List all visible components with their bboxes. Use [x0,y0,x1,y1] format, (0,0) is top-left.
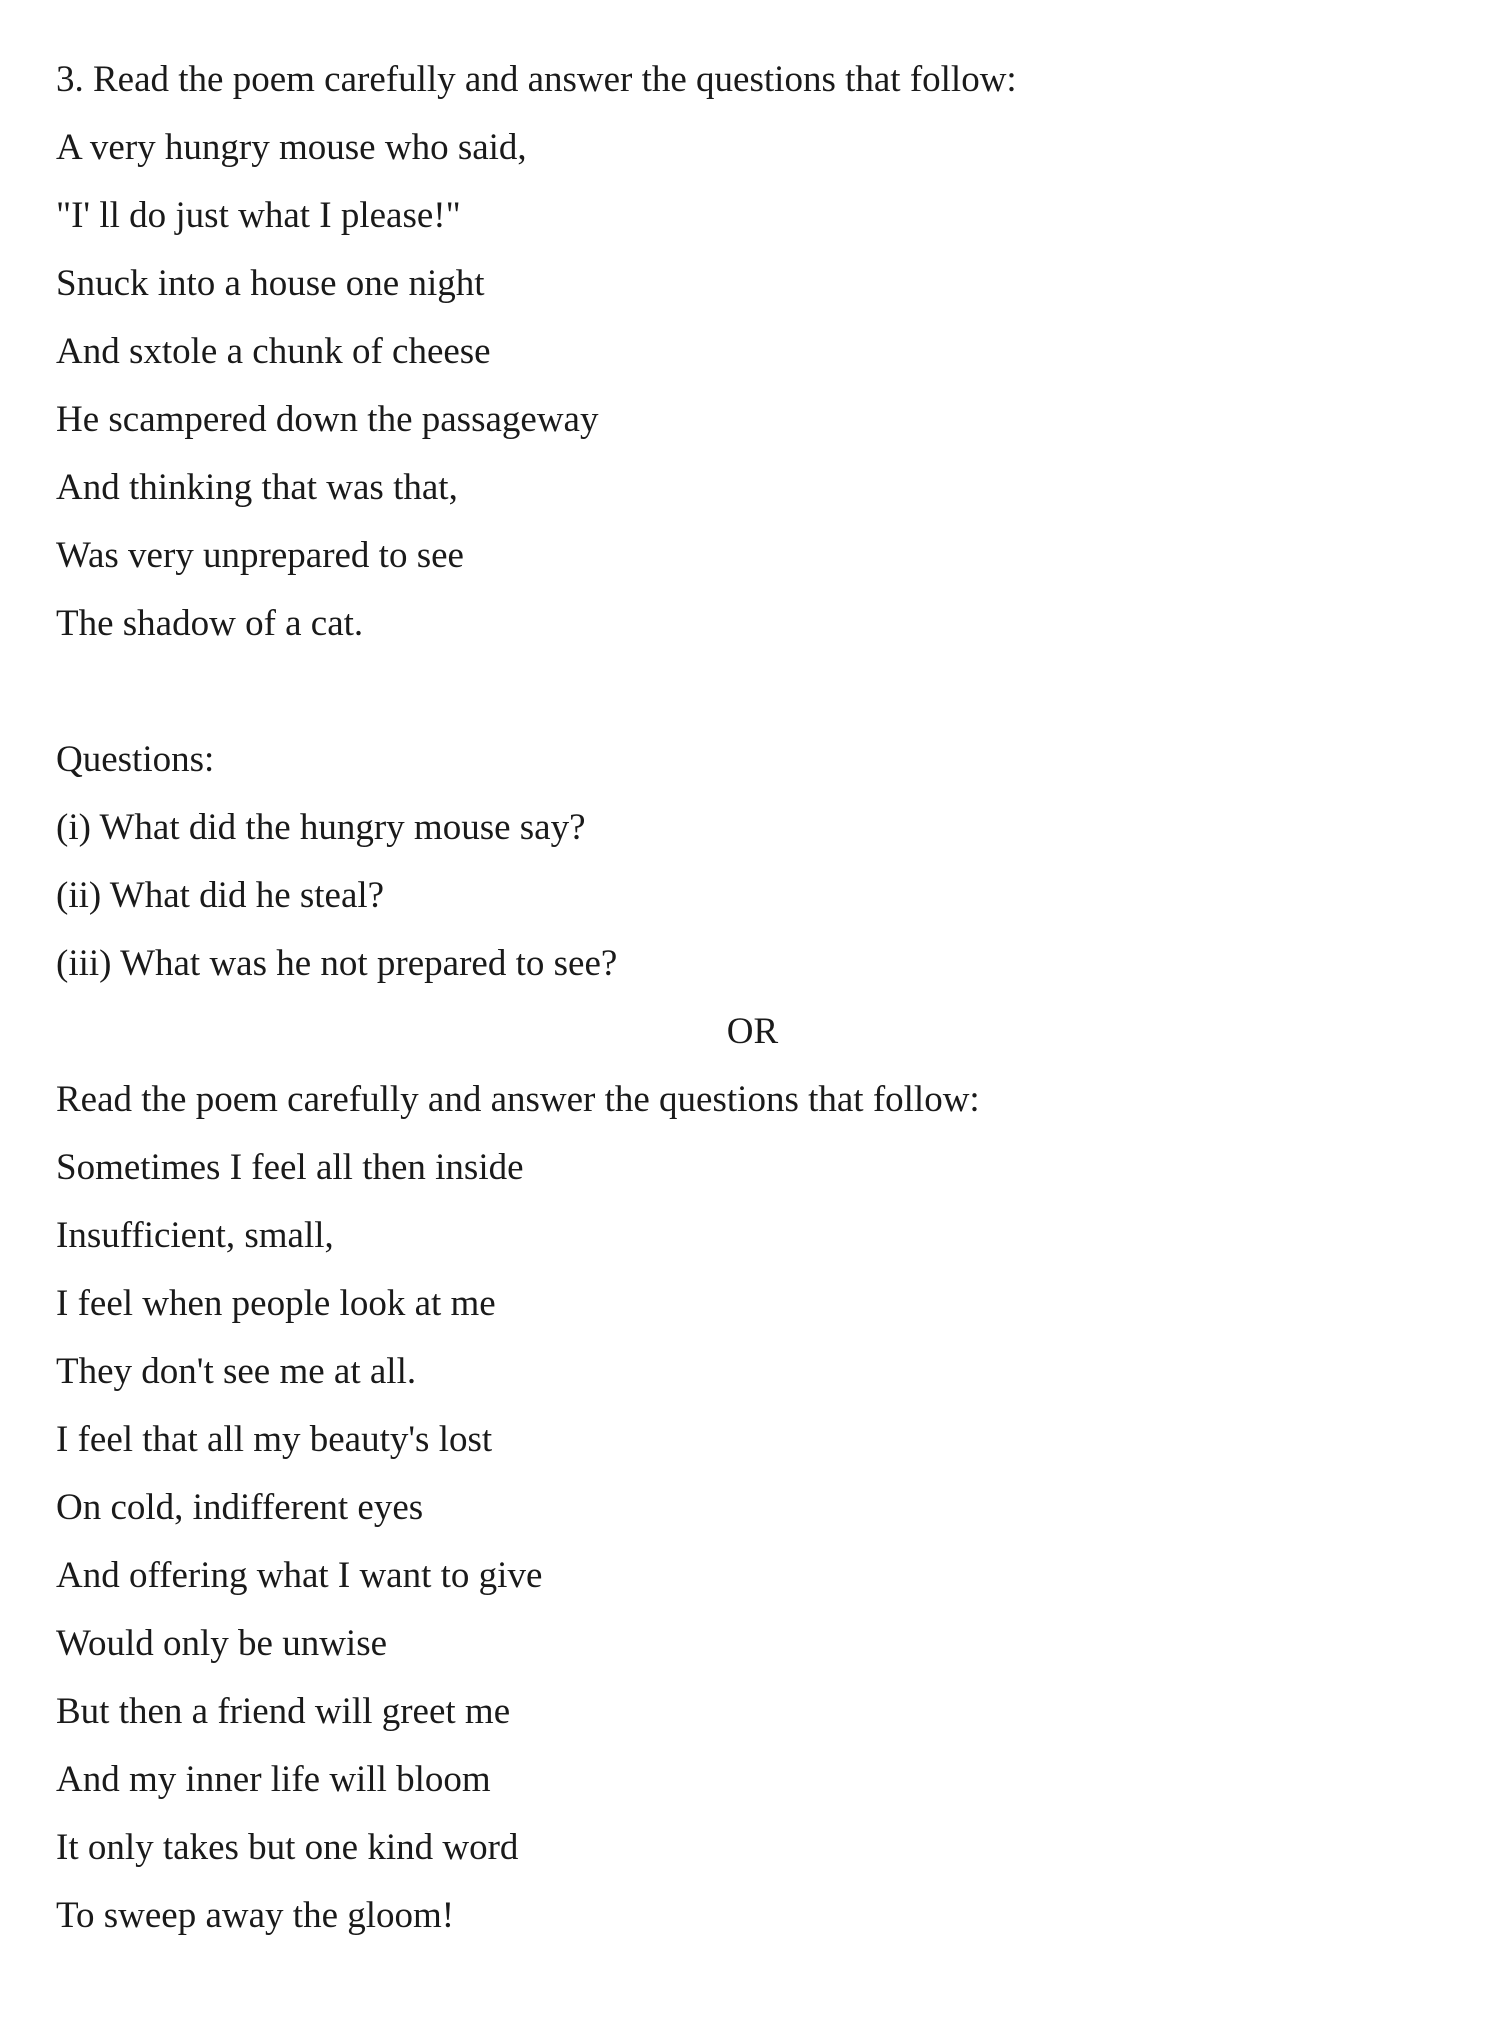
poem2-line: Insufficient, small, [56,1215,334,1256]
question-item: (i) What did the hungry mouse say? [56,807,586,848]
poem1-line: And thinking that was that, [56,467,458,508]
poem1-line: And sxtole a chunk of cheese [56,331,491,372]
poem2-line: On cold, indifferent eyes [56,1487,424,1528]
question-item: (iii) What was he not prepared to see? [56,943,618,984]
poem1-line: A very hungry mouse who said, [56,127,527,168]
poem1-line: The shadow of a cat. [56,603,364,644]
poem2-line: And offering what I want to give [56,1555,543,1596]
questions-heading: Questions: [56,739,215,780]
poem1-line: "I' ll do just what I please!" [56,195,461,236]
poem2-line: To sweep away the gloom! [56,1895,455,1936]
or-separator: OR [726,1011,779,1052]
poem2-line: Sometimes I feel all then inside [56,1147,524,1188]
poem2-line: They don't see me at all. [56,1351,417,1392]
section1-instruction: 3. Read the poem carefully and answer the questions that follow: [56,59,1017,100]
poem2-line: And my inner life will bloom [56,1759,491,1800]
section2-instruction: Read the poem carefully and answer the questions that follow: [56,1079,980,1120]
poem2-line: I feel that all my beauty's lost [56,1419,493,1460]
poem1-line: Was very unprepared to see [56,535,464,576]
poem1-line: He scampered down the passageway [56,399,599,440]
poem2-line: I feel when people look at me [56,1283,496,1324]
question-item: (ii) What did he steal? [56,875,385,916]
poem2-line: It only takes but one kind word [56,1827,519,1868]
poem2-line: But then a friend will greet me [56,1691,511,1732]
poem2-line: Would only be unwise [56,1623,388,1664]
poem1-line: Snuck into a house one night [56,263,485,304]
